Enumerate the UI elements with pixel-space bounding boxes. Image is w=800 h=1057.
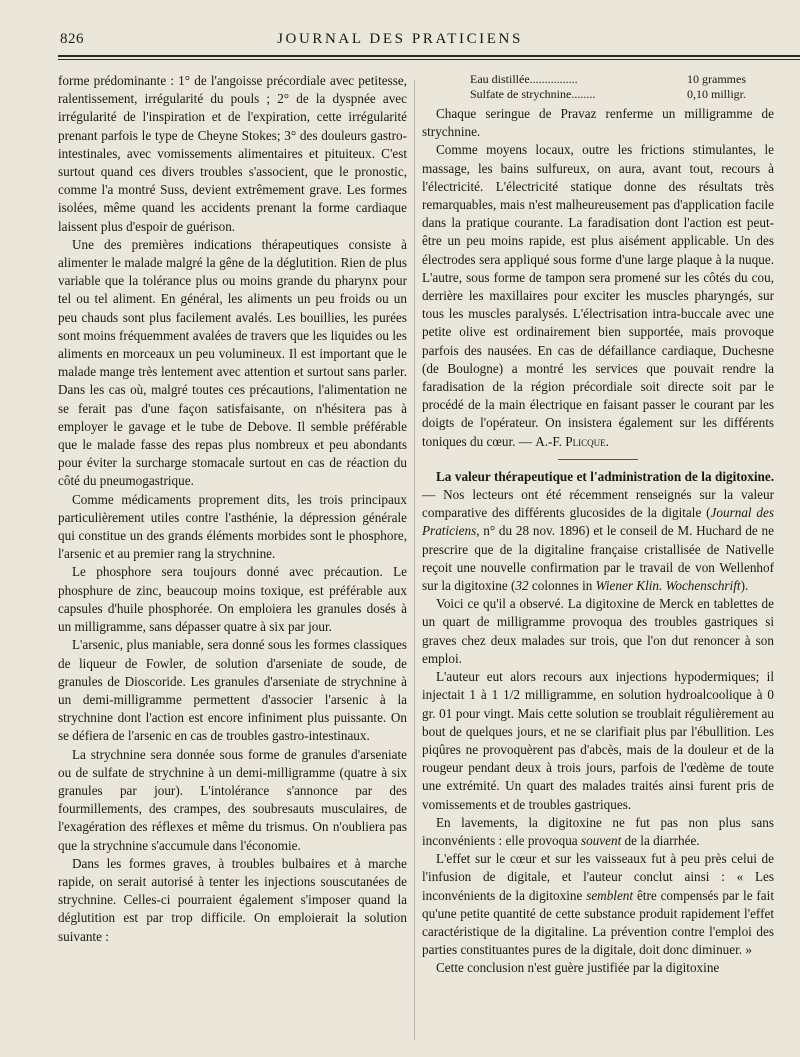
header-rule-thin [58, 59, 800, 60]
ingredient-name: Eau distillée [470, 72, 530, 86]
paragraph: Dans les formes graves, à troubles bulbaires et à marche rapide, on serait autorisé à tenter les injections souscutanées de strychnine. Celles-ci pourraient également s'imposer quand la déglutition est par trop difficile. On emploierait la solution suivante : [58, 855, 407, 944]
wiener-citation: Wiener Klin. Wochenschrift [595, 578, 741, 594]
paragraph-text: — Nos lecteurs ont été récemment renseignés sur la valeur comparative des différents glucosides de la digitale ( [422, 487, 774, 521]
paragraph: forme prédominante : 1° de l'angoisse précordiale avec petitesse, ralentissement, irrégularité du pouls ; 2° de la dyspnée avec irrégularité de l'inspiration et de l'expiration, cette irrégularité prenant parfois le type de Cheyne Stokes; 3° des douleurs gastro-intestinales, avec vomissements alimentaires et pituiteux. C'est surtout quand ces divers troubles s'associent, que le pronostic, comme l'a montré Suss, devient extrêmement grave. Les formes isolées, même quand les accidents prenant la forme cardiaque laissent plus d'espoir de guérison. [58, 73, 407, 234]
paragraph: Voici ce qu'il a observé. La digitoxine de Merck en tablettes de un quart de milligramme provoqua des troubles gastriques si graves chez deux malades sur trois, que l'on dut renoncer à son emploi. [422, 596, 774, 666]
paragraph-text: En lavements, la digitoxine ne fut pas non plus sans inconvénients : elle provoqua [422, 814, 774, 848]
paragraph: L'auteur eut alors recours aux injections hypodermiques; il injectait 1 à 1 1/2 milligramme, en solution hydroalcoolique à 0 gr. 01 pour vingt. Mais cette solution se troublait régulièrement au bout de quelques jours, et ne se clarifiait plus par l'ébullition. Les piqûres ne provoquèrent pas d'abcès, mais de la douleur et de la rougeur pendant deux à trois jours, parfois de l'œdème de toute une extrémité. Un quart des malades traités ainsi furent pris de vomissements et de troubles gastriques. [422, 669, 774, 812]
ingredient-name: Sulfate de strychnine [470, 87, 572, 101]
page-header [0, 0, 800, 58]
paragraph: L'arsenic, plus maniable, sera donné sous les formes classiques de liqueur de Fowler, de solution d'arseniate de soude, de granules de Dioscoride. Les granules d'arseniate de strychnine à un demi-milligramme permettent d'associer l'arsenic à la strychnine dont l'action est encore infiniment plus puissante. On se défiera de l'arsenic en cas de troubles gastro-intestinaux. [58, 637, 407, 744]
journal-citation: Journal des Praticiens [422, 505, 774, 539]
paragraph-text: , n° du 28 nov. 1896) et le conseil de M. Huchard de ne prescrire que de la digitaline française cristallisée de Nativelle reçoit une nouvelle confirmation par le travail de von Wellenhof sur la digitoxine ( [422, 523, 774, 594]
paragraph [422, 814, 774, 850]
paragraph [422, 850, 774, 959]
formula-row [422, 72, 774, 87]
section-separator [558, 459, 638, 460]
right-column [422, 72, 774, 978]
emphasis: souvent [580, 832, 622, 848]
leader-dots: ................ [529, 72, 578, 86]
paragraph: Chaque seringue de Pravaz renferme un milligramme de strychnine. [422, 106, 774, 140]
page-number: 826 [60, 31, 84, 47]
paragraph [422, 141, 774, 450]
header-rule [58, 55, 800, 57]
paragraph-text: L'effet sur le cœur et sur les vaisseaux fut à peu près celui de l'infusion de digitale, et l'auteur conclut ainsi : « Les inconvénients de la digitoxine [422, 851, 774, 903]
ingredient-dose: 10 grammes [687, 72, 746, 86]
paragraph: La strychnine sera donnée sous forme de granules d'arseniate ou de sulfate de strychnine à un demi-milligramme (quatre à six granules par jour). L'intolérance s'annonce par des fourmillements, des crampes, des soubresauts musculaires, de l'exagération des réflexes et même du trismus. On n'oubliera pas que la strychnine s'accumule dans l'économie. [58, 746, 407, 853]
author-signature: A.-F. Plicque. [535, 433, 609, 449]
paragraph [422, 468, 774, 595]
paragraph-text: ). [740, 578, 749, 594]
paragraph-text: de la diarrhée. [621, 832, 700, 848]
paragraph: Le phosphore sera toujours donné avec précaution. Le phosphure de zinc, beaucoup moins toxique, est préférable aux capsules d'huile phosphorée. On emploiera les granules dosés à un milligramme, sans dépasser quatre à six par jour. [58, 564, 407, 635]
column-count: 32 [515, 578, 529, 594]
column-divider [414, 80, 415, 1040]
formula-row [422, 87, 774, 102]
emphasis: semblent [586, 887, 634, 903]
paragraph: Une des premières indications thérapeutiques consiste à alimenter le malade malgré la gêne de la déglutition. Rien de plus variable que la tolérance plus ou moins grande du pharynx pour tel ou tel aliment. En général, les aliments un peu froids ou un peu chauds sont plus facilement avalés. Les bouillies, les purées sont moins fréquemment avalées de travers que les liquides ou les aliments en morceaux un peu volumineux. Il est important que le malade mange très lentement avec attention et surtout sans parler. Dans les cas où, malgré toutes ces précautions, l'alimentation ne se ferait pas d'une façon satisfaisante, on n'hésitera pas à employer le gavage et le tube de Debove. Il semble préférable que le malade fasse des repas plus nombreux et peu abondants pour éviter la surcharge stomacale surtout en cas de réaction du côté du pneumogastrique. [58, 236, 407, 489]
ingredient-dose: 0,10 milligr. [686, 87, 746, 101]
paragraph: Cette conclusion n'est guère justifiée par la digitoxine [436, 960, 720, 976]
paragraph: Comme médicaments proprement dits, les trois principaux particulièrement utiles contre l'asthénie, la dépression générale qui constitue un des grands éléments morbides sont le phosphore, l'arsenic et au premier rang la strychnine. [58, 491, 407, 562]
paragraph-text: être compensés par le fait qu'une petite quantité de cette substance produit rapidement l'effet caractéristique de la digitaline. La prévention contre l'emploi des parties constituantes pures de la digitale, doit donc diminuer. » [422, 887, 774, 958]
section-title: La valeur thérapeutique et l'administration de la digitoxine. [436, 468, 774, 484]
leader-dots: ........ [571, 87, 596, 101]
journal-title: JOURNAL DES PRATICIENS [277, 31, 523, 47]
prescription-formula [422, 72, 774, 102]
left-column [58, 72, 407, 946]
paragraph-text: Comme moyens locaux, outre les frictions stimulantes, le massage, les bains sulfureux, on aura, avant tout, recours à l'électricité. L'électricité statique donne des résultats très remarquables, mais n'est malheureusement pas d'application facile dans la pratique courante. La faradisation dont l'action est peut-être un peu moins rapide, est plus aisément applicable. Un des électrodes sera appliqué sous forme d'une large plaque à la nuque. L'autre, sous forme de tampon sera promené sur les côtés du cou, derrière les maxillaires pour exciter les muscles pharyngés, sur tous les muscles paralysés. L'électrisation intra-buccale avec une petite olive est ordinairement bien supportée, mais provoque parfois des nausées. En cas de défaillance cardiaque, Duchesne (de Boulogne) a montré les services que pouvait rendre la faradisation de la région précordiale soit directe soit par le procédé de la main électrique en faisant passer le courant par les doigts de l'opérateur. On insistera également sur les différents toniques du cœur. — [422, 142, 774, 449]
paragraph-text: colonnes in [528, 578, 596, 594]
